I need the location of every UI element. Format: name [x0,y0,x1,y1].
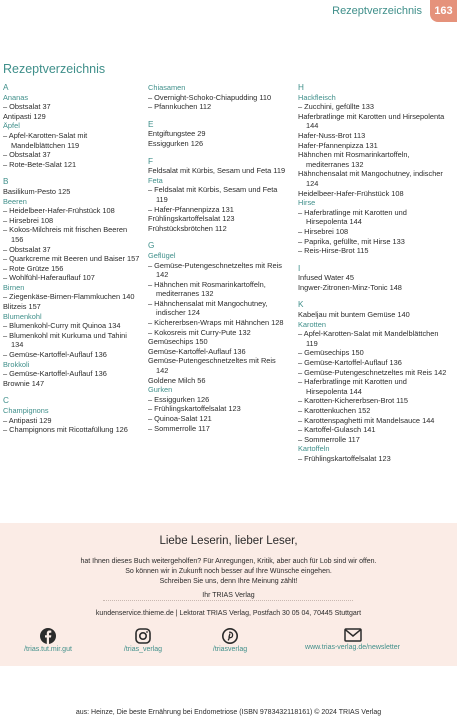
index-subentry: – Apfel-Karotten-Salat mit Mandelblättchen 119 [298,329,450,348]
index-subentry: – Blumenkohl-Curry mit Quinoa 134 [3,321,140,331]
divider [103,600,353,601]
pinterest-icon [222,628,238,644]
index-subentry: – Hähnchen mit Rosmarinkartoffeln, mediterranes 132 [148,280,288,299]
newsletter-link[interactable] [290,628,415,651]
index-column-3 [298,83,450,464]
index-letter: I [298,263,301,273]
index-category: Chiasamen [148,83,186,92]
index-subentry: – Hafer-Pfannenpizza 131 [148,205,288,215]
index-subentry: – Apfel-Karotten-Salat mit Mandelblättchen 119 [3,131,140,150]
index-category: Karotten [298,319,326,329]
index-subentry: – Paprika, gefüllte, mit Hirse 133 [298,237,450,247]
index-subentry: – Quarkcreme mit Beeren und Baiser 157 [3,254,140,264]
index-entry: Gemüsechips 150 [148,337,208,347]
index-letter: H [298,83,304,92]
index-subentry: – Blumenkohl mit Kurkuma und Tahini 134 [3,331,140,350]
instagram-label: /trias_verlag [123,646,163,653]
index-subentry: – Kichererbsen-Wraps mit Hähnchen 128 [148,318,288,328]
index-category: Ananas [3,92,29,102]
page-title: Rezeptverzeichnis [3,62,106,76]
facebook-label: /trias.tut.mir.gut [24,646,72,653]
index-entry: Hafer-Nuss-Brot 113 [298,130,366,140]
index-letter: K [298,300,304,310]
index-subentry: – Heidelbeer-Hafer-Frühstück 108 [3,206,140,216]
index-subentry: – Champignons mit Ricottafüllung 126 [3,425,140,435]
index-category: Hackfleisch [298,92,336,102]
running-header: Rezeptverzeichnis [332,5,422,17]
index-entry: Gemüse-Kartoffel-Auflauf 136 [148,346,246,356]
index-entry: Hähnchen mit Rosmarinkartoffeln, mediterranes 132 [298,150,410,169]
index-subentry: – Sommerrolle 117 [148,424,288,434]
index-entry: Antipasti 129 [3,111,46,121]
index-subentry: – Gemüsechips 150 [298,348,450,358]
index-subentry: – Frühlingskartoffelsalat 123 [298,454,450,464]
index-letter: A [3,83,9,92]
index-subentry: – Hähnchensalat mit Mangochutney, indischer 124 [148,299,288,318]
index-category: Feta [148,175,163,185]
index-column-2 [148,83,288,433]
index-letter: G [148,241,155,251]
index-column-1 [3,83,140,435]
index-entry: Entgiftungstee 29 [148,129,206,139]
index-subentry: – Kokos-Milchreis mit frischen Beeren 156 [3,225,140,244]
index-letter: C [3,396,9,406]
pinterest-label: /triasverlag [212,646,248,653]
instagram-icon [135,628,151,644]
index-subentry: – Rote Grütze 156 [3,264,140,274]
index-subentry: – Kartoffel-Gulasch 141 [298,425,450,435]
index-category: Birnen [3,282,25,292]
index-subentry: – Rote-Bete-Salat 121 [3,160,140,170]
index-subentry: – Antipasti 129 [3,416,140,426]
index-subentry: – Overnight-Schoko-Chiapudding 110 [148,93,288,103]
index-entry: Haferbratlinge mit Karotten und Hirsepolenta 144 [298,111,445,131]
index-letter: B [3,177,9,187]
page-number: 163 [430,0,457,22]
index-entry: Infused Water 45 [298,273,355,283]
index-subentry: – Quinoa-Salat 121 [148,414,288,424]
index-letter: E [148,119,154,129]
index-category: Geflügel [148,250,176,260]
index-entry: Frühstücksbrötchen 112 [148,223,227,233]
index-category: Äpfel [3,121,20,131]
index-category: Blumenkohl [3,311,42,321]
index-subentry: – Gemüse-Putengeschnetzeltes mit Reis 142 [298,368,450,378]
index-entry: Gemüse-Putengeschnetzeltes mit Reis 142 [148,356,276,376]
index-subentry: – Karottenkuchen 152 [298,406,450,416]
index-entry: Hähnchensalat mit Mangochutney, indischer 124 [298,169,443,188]
feedback-text-1: hat Ihnen dieses Buch weitergeholfen? Für Anregungen, Kritik, aber auch für Lob sind wir offen. [80,558,377,565]
index-letter: F [148,156,154,166]
index-subentry: – Obstsalat 37 [3,150,140,160]
index-entry: Feldsalat mit Kürbis, Sesam und Feta 119 [148,166,286,176]
index-subentry: – Ziegenkäse-Birnen-Flammkuchen 140 [3,292,140,302]
index-subentry: – Karotten-Kichererbsen-Brot 115 [298,396,450,406]
instagram-link[interactable] [103,628,183,653]
index-entry: Basilikum-Pesto 125 [3,186,71,196]
index-subentry: – Frühlingskartoffelsalat 123 [148,404,288,414]
contact-line[interactable]: kundenservice.thieme.de | Lektorat TRIAS Verlag, Postfach 30 05 04, 70445 Stuttgart [95,610,362,617]
index-category: Gurken [148,385,173,395]
index-subentry: – Gemüse-Kartoffel-Auflauf 136 [3,350,140,360]
index-subentry: – Obstsalat 37 [3,245,140,255]
index-subentry: – Haferbratlinge mit Karotten und Hirsepolenta 144 [298,377,450,396]
index-subentry: – Feldsalat mit Kürbis, Sesam und Feta 119 [148,185,288,204]
index-subentry: – Obstsalat 37 [3,102,140,112]
index-subentry: – Kokosreis mit Curry-Pute 132 [148,328,288,338]
index-subentry: – Gemüse-Kartoffel-Auflauf 136 [3,369,140,379]
index-subentry: – Essiggurken 126 [148,395,288,405]
index-subentry: – Wohlfühl-Haferauflauf 107 [3,273,140,283]
source-footer: aus: Heinze, Die beste Ernährung bei Endometriose (ISBN 9783432118161) © 2024 TRIAS Verlag [75,709,382,716]
newsletter-label: www.trias-verlag.de/newsletter [305,644,400,651]
index-subentry: – Zucchini, gefüllte 133 [298,102,450,112]
index-subentry: – Haferbratlinge mit Karotten und Hirsepolenta 144 [298,208,450,227]
index-entry: Hafer-Pfannenpizza 131 [298,140,378,150]
index-entry: Frühlingskartoffelsalat 123 [148,214,235,224]
index-category: Beeren [3,196,27,206]
index-subentry: – Sommerrolle 117 [298,435,450,445]
index-entry: Essiggurken 126 [148,138,204,148]
index-category: Brokkoli [3,359,30,369]
feedback-text-2: So können wir in Zukunft noch besser auf Ihre Wünsche eingehen. [125,568,332,575]
feedback-text-3: Schreiben Sie uns, denn Ihre Meinung zählt! [159,578,298,585]
index-subentry: – Gemüse-Kartoffel-Auflauf 136 [298,358,450,368]
mail-icon [344,628,362,642]
facebook-icon [40,628,56,644]
index-subentry: – Hirsebrei 108 [298,227,450,237]
index-entry: Blitzeis 157 [3,302,41,312]
facebook-link[interactable] [8,628,88,653]
index-entry: Kabeljau mit buntem Gemüse 140 [298,310,410,320]
index-subentry: – Hirsebrei 108 [3,216,140,226]
index-subentry: – Gemüse-Putengeschnetzeltes mit Reis 142 [148,261,288,280]
index-entry: Ingwer-Zitronen-Minz-Tonic 148 [298,282,402,292]
index-subentry: – Pfannkuchen 112 [148,102,288,112]
index-entry: Goldene Milch 56 [148,375,206,385]
index-category: Hirse [298,198,316,208]
index-subentry: – Karottenspaghetti mit Mandelsauce 144 [298,416,450,426]
index-category: Kartoffeln [298,444,330,454]
feedback-title: Liebe Leserin, lieber Leser, [159,535,298,547]
index-entry: Brownie 147 [3,378,45,388]
index-subentry: – Reis-Hirse-Brot 115 [298,246,450,256]
index-category: Champignons [3,406,49,415]
pinterest-link[interactable] [190,628,270,653]
index-entry: Heidelbeer-Hafer-Frühstück 108 [298,188,404,198]
feedback-signature: Ihr TRIAS Verlag [202,592,255,599]
